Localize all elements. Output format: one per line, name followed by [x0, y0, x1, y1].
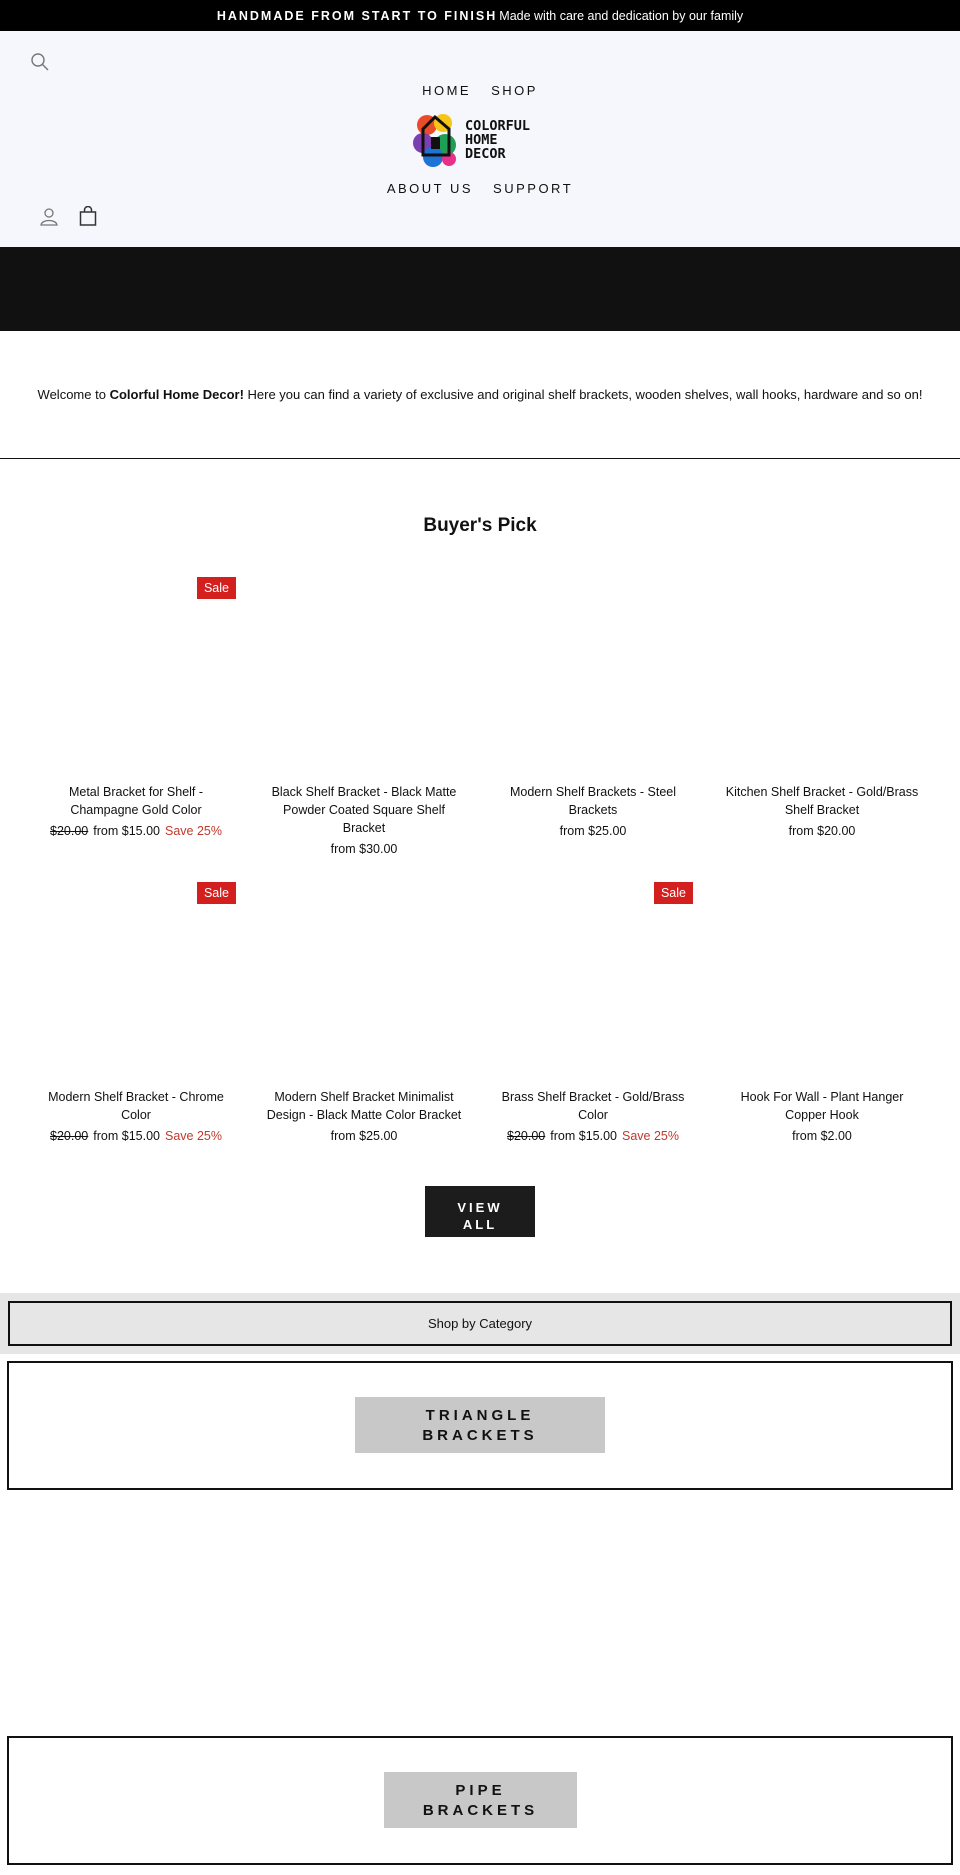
nav-item-support[interactable]: SUPPORT: [493, 181, 574, 196]
announcement-tagline: Made with care and dedication by our family: [499, 8, 744, 23]
announcement-headline: HANDMADE FROM START TO FINISH: [216, 8, 498, 23]
product-card[interactable]: [36, 882, 236, 1145]
sale-price: from $15.00: [93, 1129, 160, 1143]
sale-badge: Sale: [197, 577, 236, 599]
nav-bottom: [0, 181, 960, 196]
section-title: Buyer's Pick: [423, 515, 537, 536]
product-title[interactable]: Black Shelf Bracket - Black Matte Powder Coated Square Shelf Bracket: [271, 785, 457, 835]
product-price: [36, 822, 236, 840]
product-title[interactable]: Hook For Wall - Plant Hanger Copper Hook: [740, 1090, 904, 1122]
product-image[interactable]: [493, 882, 693, 1087]
save-label: Save 25%: [621, 1129, 679, 1143]
compare-price: $20.00: [50, 824, 89, 838]
product-title[interactable]: Metal Bracket for Shelf - Champagne Gold Color: [68, 785, 204, 817]
account-icon[interactable]: [40, 207, 58, 227]
product-price: [722, 822, 922, 840]
product-title[interactable]: Modern Shelf Brackets - Steel Brackets: [509, 785, 677, 817]
collection-label-line1: TRIANGLE: [425, 1407, 535, 1424]
product-price: [264, 840, 464, 858]
sale-badge: Sale: [654, 882, 693, 904]
collection-card-triangle-brackets[interactable]: [7, 1361, 953, 1490]
collection-label-line1: PIPE: [455, 1782, 506, 1799]
announcement-bar: [0, 0, 960, 31]
collection-card-pipe-brackets[interactable]: [7, 1736, 953, 1865]
nav-item-about-us[interactable]: ABOUT US: [386, 181, 474, 196]
sale-price: from $25.00: [559, 824, 627, 838]
welcome-prefix: Welcome to: [37, 387, 110, 402]
logo-text-line1: COLORFUL: [465, 118, 531, 134]
product-price: [264, 1127, 464, 1145]
product-image[interactable]: [493, 577, 693, 782]
collection-label-line2: BRACKETS: [422, 1802, 539, 1819]
collection-label-line2: BRACKETS: [422, 1427, 538, 1444]
collection-label[interactable]: [384, 1772, 577, 1828]
cart-icon[interactable]: [79, 206, 97, 226]
product-price: [493, 1127, 693, 1145]
collection-label[interactable]: [355, 1397, 605, 1453]
sale-price: from $15.00: [550, 1129, 617, 1143]
sale-price: from $2.00: [792, 1129, 852, 1143]
product-title[interactable]: Modern Shelf Bracket - Chrome Color: [48, 1090, 224, 1122]
divider: [0, 458, 960, 459]
save-label: Save 25%: [164, 824, 222, 838]
sale-price: from $15.00: [93, 824, 160, 838]
product-card[interactable]: [722, 882, 922, 1145]
product-image[interactable]: [722, 882, 922, 1087]
product-card[interactable]: [36, 577, 236, 840]
welcome-text: [0, 387, 960, 402]
product-card[interactable]: [493, 577, 693, 840]
site-header: [0, 31, 960, 247]
category-heading: Shop by Category: [8, 1301, 952, 1346]
save-label: Save 25%: [164, 1129, 222, 1143]
product-title[interactable]: Kitchen Shelf Bracket - Gold/Brass Shelf Bracket: [725, 785, 919, 817]
logo-text-line2: HOME: [465, 132, 498, 148]
hero-banner: [0, 247, 960, 331]
product-card[interactable]: [722, 577, 922, 840]
product-price: [493, 822, 693, 840]
compare-price: $20.00: [507, 1129, 546, 1143]
category-band: [0, 1293, 960, 1354]
product-card[interactable]: [264, 882, 464, 1145]
sale-price: from $30.00: [330, 842, 398, 856]
product-title[interactable]: Modern Shelf Bracket Minimalist Design - Black Matte Color Bracket: [266, 1090, 462, 1122]
product-price: [36, 1127, 236, 1145]
product-card[interactable]: [493, 882, 693, 1145]
view-all-line1: VIEW: [457, 1200, 503, 1215]
product-price: [722, 1127, 922, 1145]
view-all-button[interactable]: [425, 1186, 535, 1237]
sale-badge: Sale: [197, 882, 236, 904]
product-image[interactable]: [264, 882, 464, 1087]
sale-price: from $25.00: [330, 1129, 398, 1143]
welcome-suffix: Here you can find a variety of exclusive and original shelf brackets, wooden shelves, wall hooks, hardware and so on!: [243, 387, 923, 402]
product-image[interactable]: [722, 577, 922, 782]
view-all-line2: ALL: [462, 1217, 498, 1232]
product-image[interactable]: [36, 577, 236, 782]
product-card[interactable]: [264, 577, 464, 858]
logo[interactable]: [413, 111, 549, 171]
compare-price: $20.00: [50, 1129, 89, 1143]
nav-top: [0, 83, 960, 98]
nav-item-home[interactable]: HOME: [422, 83, 472, 98]
sale-price: from $20.00: [788, 824, 856, 838]
product-title[interactable]: Brass Shelf Bracket - Gold/Brass Color: [501, 1090, 685, 1122]
search-icon[interactable]: [30, 52, 50, 72]
welcome-brand: Colorful Home Decor!: [109, 387, 244, 402]
logo-text-line3: DECOR: [465, 146, 506, 162]
product-image[interactable]: [264, 577, 464, 782]
product-image[interactable]: [36, 882, 236, 1087]
nav-item-shop[interactable]: SHOP: [491, 83, 538, 98]
